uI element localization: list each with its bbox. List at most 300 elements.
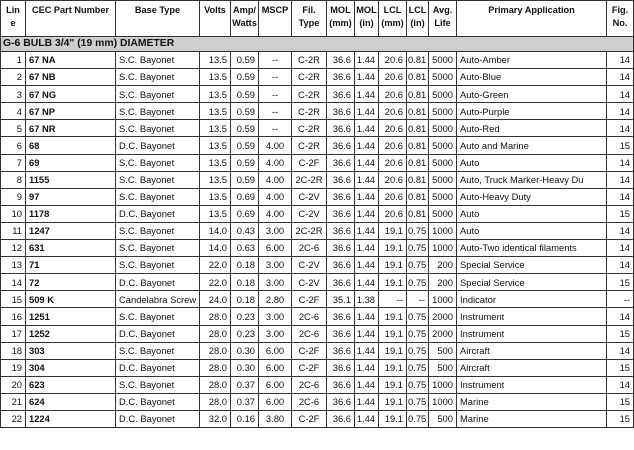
- cell-volts: 14.0: [200, 240, 231, 257]
- table-row: [1, 325, 634, 342]
- cell-mol-in: 1.44: [355, 410, 379, 427]
- cell-volts: 13.5: [200, 69, 231, 86]
- cell-fil-type: C-2V: [292, 274, 327, 291]
- cell-volts: 13.5: [200, 120, 231, 137]
- cell-mol-mm: 36.6: [327, 393, 355, 410]
- cell-fig-no: 14: [607, 69, 634, 86]
- cell-amp-watts: 0.18: [231, 257, 259, 274]
- cell-mscp: 4.00: [259, 171, 292, 188]
- cell-avg-life: 1000: [429, 240, 457, 257]
- cell-lcl-mm: 19.1: [379, 257, 407, 274]
- cell-mol-in: 1.44: [355, 222, 379, 239]
- cell-lcl-mm: --: [379, 291, 407, 308]
- cell-mol-in: 1.44: [355, 376, 379, 393]
- table-row: [1, 240, 634, 257]
- cell-volts: 13.5: [200, 86, 231, 103]
- cell-mscp: 6.00: [259, 240, 292, 257]
- cell-lcl-mm: 20.6: [379, 120, 407, 137]
- cell-base-type: D.C. Bayonet: [116, 393, 200, 410]
- cell-line: 13: [1, 257, 26, 274]
- cell-mol-mm: 36.6: [327, 103, 355, 120]
- cell-part-number: 97: [26, 188, 116, 205]
- cell-line: 14: [1, 274, 26, 291]
- cell-base-type: S.C. Bayonet: [116, 120, 200, 137]
- cell-mol-mm: 36.6: [327, 222, 355, 239]
- cell-fil-type: C-2R: [292, 69, 327, 86]
- cell-amp-watts: 0.59: [231, 52, 259, 69]
- cell-base-type: S.C. Bayonet: [116, 52, 200, 69]
- cell-part-number: 1252: [26, 325, 116, 342]
- cell-amp-watts: 0.18: [231, 291, 259, 308]
- table-row: [1, 274, 634, 291]
- cell-volts: 13.5: [200, 171, 231, 188]
- cell-mol-mm: 36.6: [327, 86, 355, 103]
- cell-fig-no: 15: [607, 410, 634, 427]
- cell-part-number: 69: [26, 154, 116, 171]
- cell-mol-mm: 36.6: [327, 69, 355, 86]
- cell-fil-type: C-2F: [292, 154, 327, 171]
- cell-lcl-in: 0.75: [407, 274, 429, 291]
- cell-base-type: S.C. Bayonet: [116, 257, 200, 274]
- cell-fig-no: 14: [607, 86, 634, 103]
- cell-lcl-mm: 20.6: [379, 69, 407, 86]
- cell-mscp: 3.00: [259, 274, 292, 291]
- cell-part-number: 623: [26, 376, 116, 393]
- cell-amp-watts: 0.59: [231, 86, 259, 103]
- cell-volts: 32.0: [200, 410, 231, 427]
- cell-avg-life: 1000: [429, 291, 457, 308]
- cell-mscp: 6.00: [259, 393, 292, 410]
- col-header-part-number: CEC Part Number: [26, 1, 116, 37]
- cell-mol-in: 1.44: [355, 103, 379, 120]
- cell-primary-application: Marine: [457, 410, 607, 427]
- cell-base-type: S.C. Bayonet: [116, 171, 200, 188]
- table-row: [1, 308, 634, 325]
- cell-part-number: 67 NP: [26, 103, 116, 120]
- cell-mol-mm: 36.6: [327, 120, 355, 137]
- cell-volts: 28.0: [200, 308, 231, 325]
- cell-mscp: 6.00: [259, 376, 292, 393]
- cell-base-type: D.C. Bayonet: [116, 137, 200, 154]
- cell-lcl-in: 0.81: [407, 137, 429, 154]
- cell-fil-type: 2C-6: [292, 308, 327, 325]
- cell-mol-in: 1.44: [355, 154, 379, 171]
- cell-fil-type: C-2R: [292, 137, 327, 154]
- cell-lcl-mm: 20.6: [379, 103, 407, 120]
- cell-part-number: 67 NB: [26, 69, 116, 86]
- cell-base-type: S.C. Bayonet: [116, 342, 200, 359]
- cell-fig-no: 14: [607, 240, 634, 257]
- cell-mol-in: 1.44: [355, 274, 379, 291]
- cell-primary-application: Instrument: [457, 325, 607, 342]
- cell-base-type: Candelabra Screw: [116, 291, 200, 308]
- cell-lcl-in: 0.75: [407, 342, 429, 359]
- cell-fig-no: 14: [607, 257, 634, 274]
- cell-base-type: S.C. Bayonet: [116, 69, 200, 86]
- cell-mscp: 3.00: [259, 222, 292, 239]
- cell-primary-application: Auto: [457, 154, 607, 171]
- cell-part-number: 304: [26, 359, 116, 376]
- cell-lcl-mm: 19.1: [379, 376, 407, 393]
- cell-avg-life: 5000: [429, 205, 457, 222]
- cell-fil-type: 2C-2R: [292, 171, 327, 188]
- cell-mol-mm: 36.6: [327, 308, 355, 325]
- cell-fil-type: C-2R: [292, 103, 327, 120]
- table-row: [1, 342, 634, 359]
- cell-avg-life: 1000: [429, 222, 457, 239]
- cell-avg-life: 2000: [429, 325, 457, 342]
- cell-amp-watts: 0.69: [231, 188, 259, 205]
- cell-volts: 13.5: [200, 103, 231, 120]
- table-header: [1, 1, 634, 37]
- cell-amp-watts: 0.59: [231, 154, 259, 171]
- cell-fil-type: C-2F: [292, 342, 327, 359]
- cell-mol-in: 1.44: [355, 257, 379, 274]
- cell-line: 2: [1, 69, 26, 86]
- cell-fig-no: 15: [607, 325, 634, 342]
- cell-fig-no: 15: [607, 137, 634, 154]
- col-header-avg-life: Avg. Life: [429, 1, 457, 37]
- cell-mscp: --: [259, 103, 292, 120]
- cell-mscp: 3.00: [259, 257, 292, 274]
- cell-lcl-mm: 19.1: [379, 240, 407, 257]
- cell-part-number: 1224: [26, 410, 116, 427]
- cell-fig-no: 14: [607, 52, 634, 69]
- cell-avg-life: 500: [429, 359, 457, 376]
- cell-avg-life: 5000: [429, 137, 457, 154]
- cell-fig-no: 14: [607, 103, 634, 120]
- cell-mol-in: 1.44: [355, 52, 379, 69]
- cell-base-type: D.C. Bayonet: [116, 410, 200, 427]
- cell-lcl-mm: 19.1: [379, 274, 407, 291]
- cell-primary-application: Auto-Two identical filaments: [457, 240, 607, 257]
- cell-mol-in: 1.44: [355, 240, 379, 257]
- cell-lcl-in: 0.81: [407, 205, 429, 222]
- cell-volts: 24.0: [200, 291, 231, 308]
- cell-base-type: S.C. Bayonet: [116, 376, 200, 393]
- cell-avg-life: 5000: [429, 86, 457, 103]
- cell-volts: 13.5: [200, 52, 231, 69]
- cell-part-number: 624: [26, 393, 116, 410]
- cell-primary-application: Auto-Green: [457, 86, 607, 103]
- cell-fil-type: 2C-6: [292, 240, 327, 257]
- cell-fig-no: 14: [607, 222, 634, 239]
- cell-base-type: D.C. Bayonet: [116, 205, 200, 222]
- table-row: [1, 69, 634, 86]
- cell-base-type: S.C. Bayonet: [116, 222, 200, 239]
- table-row: [1, 393, 634, 410]
- cell-avg-life: 5000: [429, 171, 457, 188]
- table-row: [1, 120, 634, 137]
- cell-amp-watts: 0.59: [231, 171, 259, 188]
- cell-line: 18: [1, 342, 26, 359]
- cell-fil-type: C-2V: [292, 188, 327, 205]
- col-header-fig-no: Fig. No.: [607, 1, 634, 37]
- cell-fil-type: C-2F: [292, 359, 327, 376]
- cell-primary-application: Instrument: [457, 308, 607, 325]
- cell-fil-type: C-2R: [292, 52, 327, 69]
- cell-mscp: 6.00: [259, 359, 292, 376]
- cell-base-type: D.C. Bayonet: [116, 359, 200, 376]
- cell-avg-life: 5000: [429, 188, 457, 205]
- table-body: [1, 37, 634, 428]
- cell-mol-in: 1.44: [355, 342, 379, 359]
- cell-avg-life: 500: [429, 410, 457, 427]
- cell-line: 20: [1, 376, 26, 393]
- cell-mol-mm: 36.6: [327, 52, 355, 69]
- cell-base-type: S.C. Bayonet: [116, 240, 200, 257]
- cell-mol-in: 1.44: [355, 359, 379, 376]
- cell-avg-life: 1000: [429, 376, 457, 393]
- cell-avg-life: 5000: [429, 154, 457, 171]
- cell-part-number: 67 NG: [26, 86, 116, 103]
- cell-lcl-in: 0.81: [407, 120, 429, 137]
- cell-avg-life: 5000: [429, 103, 457, 120]
- cell-fil-type: C-2R: [292, 120, 327, 137]
- col-header-mol-in: MOL (in): [355, 1, 379, 37]
- cell-lcl-in: 0.75: [407, 410, 429, 427]
- col-header-base-type: Base Type: [116, 1, 200, 37]
- cell-lcl-in: 0.81: [407, 52, 429, 69]
- cell-lcl-in: 0.75: [407, 359, 429, 376]
- cell-lcl-in: 0.81: [407, 171, 429, 188]
- cell-avg-life: 5000: [429, 52, 457, 69]
- cell-fil-type: C-2V: [292, 205, 327, 222]
- cell-fig-no: 15: [607, 359, 634, 376]
- cell-primary-application: Special Service: [457, 274, 607, 291]
- cell-lcl-mm: 20.6: [379, 171, 407, 188]
- cell-amp-watts: 0.37: [231, 393, 259, 410]
- cell-primary-application: Marine: [457, 393, 607, 410]
- cell-mscp: 2.80: [259, 291, 292, 308]
- cell-base-type: S.C. Bayonet: [116, 188, 200, 205]
- table-row: [1, 222, 634, 239]
- cell-line: 21: [1, 393, 26, 410]
- col-header-lcl-in: LCL (in): [407, 1, 429, 37]
- cell-part-number: 68: [26, 137, 116, 154]
- cell-volts: 13.5: [200, 154, 231, 171]
- cell-fil-type: 2C-2R: [292, 222, 327, 239]
- table-row: [1, 171, 634, 188]
- cell-lcl-in: 0.75: [407, 240, 429, 257]
- cell-part-number: 67 NR: [26, 120, 116, 137]
- cell-amp-watts: 0.30: [231, 359, 259, 376]
- cell-mol-mm: 36.6: [327, 171, 355, 188]
- cell-lcl-in: 0.75: [407, 325, 429, 342]
- cell-lcl-in: 0.81: [407, 103, 429, 120]
- cell-lcl-in: 0.75: [407, 308, 429, 325]
- cell-amp-watts: 0.23: [231, 325, 259, 342]
- cell-part-number: 509 K: [26, 291, 116, 308]
- cell-fig-no: 14: [607, 154, 634, 171]
- col-header-amp-watts: Amp/ Watts: [231, 1, 259, 37]
- cell-line: 16: [1, 308, 26, 325]
- table-row: [1, 205, 634, 222]
- cell-fil-type: 2C-6: [292, 325, 327, 342]
- cell-primary-application: Auto and Marine: [457, 137, 607, 154]
- cell-primary-application: Aircraft: [457, 342, 607, 359]
- cell-lcl-mm: 19.1: [379, 222, 407, 239]
- cell-part-number: 67 NA: [26, 52, 116, 69]
- cell-mol-in: 1.44: [355, 86, 379, 103]
- cell-fil-type: C-2F: [292, 291, 327, 308]
- cell-lcl-mm: 20.6: [379, 154, 407, 171]
- cell-primary-application: Special Service: [457, 257, 607, 274]
- cell-line: 6: [1, 137, 26, 154]
- cell-volts: 13.5: [200, 205, 231, 222]
- cell-lcl-in: 0.81: [407, 188, 429, 205]
- cell-lcl-mm: 20.6: [379, 137, 407, 154]
- cell-line: 7: [1, 154, 26, 171]
- cell-mscp: 3.00: [259, 308, 292, 325]
- section-heading-row: [1, 37, 634, 52]
- cell-lcl-mm: 20.6: [379, 86, 407, 103]
- cell-fig-no: 14: [607, 376, 634, 393]
- cell-volts: 22.0: [200, 274, 231, 291]
- cell-lcl-mm: 20.6: [379, 52, 407, 69]
- cell-mol-in: 1.44: [355, 137, 379, 154]
- cell-lcl-mm: 19.1: [379, 342, 407, 359]
- cell-primary-application: Indicator: [457, 291, 607, 308]
- cell-mol-mm: 36.6: [327, 188, 355, 205]
- cell-line: 4: [1, 103, 26, 120]
- cell-mscp: 4.00: [259, 188, 292, 205]
- table-row: [1, 291, 634, 308]
- cell-lcl-mm: 20.6: [379, 205, 407, 222]
- cell-mol-mm: 36.6: [327, 325, 355, 342]
- cell-part-number: 631: [26, 240, 116, 257]
- cell-amp-watts: 0.59: [231, 103, 259, 120]
- table-row: [1, 137, 634, 154]
- cell-mol-mm: 36.6: [327, 257, 355, 274]
- cell-line: 1: [1, 52, 26, 69]
- cell-primary-application: Auto: [457, 205, 607, 222]
- col-header-fil-type: Fil. Type: [292, 1, 327, 37]
- cell-part-number: 72: [26, 274, 116, 291]
- cell-fig-no: 15: [607, 393, 634, 410]
- cell-mol-mm: 36.6: [327, 274, 355, 291]
- table-row: [1, 86, 634, 103]
- table-row: [1, 257, 634, 274]
- cell-line: 19: [1, 359, 26, 376]
- cell-lcl-mm: 19.1: [379, 359, 407, 376]
- cell-lcl-in: 0.75: [407, 257, 429, 274]
- cell-line: 3: [1, 86, 26, 103]
- table-row: [1, 52, 634, 69]
- section-title: G-6 BULB 3/4" (19 mm) DIAMETER: [1, 37, 634, 52]
- cell-amp-watts: 0.23: [231, 308, 259, 325]
- cell-mol-mm: 36.6: [327, 410, 355, 427]
- cell-primary-application: Auto: [457, 222, 607, 239]
- cell-volts: 28.0: [200, 359, 231, 376]
- table-row: [1, 154, 634, 171]
- cell-avg-life: 5000: [429, 120, 457, 137]
- table-row: [1, 188, 634, 205]
- col-header-mol-mm: MOL (mm): [327, 1, 355, 37]
- cell-line: 10: [1, 205, 26, 222]
- cell-mol-in: 1.38: [355, 291, 379, 308]
- cell-mol-mm: 36.6: [327, 137, 355, 154]
- cell-mscp: 6.00: [259, 342, 292, 359]
- cell-mol-in: 1.44: [355, 308, 379, 325]
- cell-amp-watts: 0.59: [231, 137, 259, 154]
- cell-part-number: 1155: [26, 171, 116, 188]
- cell-lcl-in: 0.75: [407, 376, 429, 393]
- cell-mol-in: 1.44: [355, 120, 379, 137]
- cell-volts: 28.0: [200, 325, 231, 342]
- cell-fil-type: C-2F: [292, 410, 327, 427]
- cell-mscp: 4.00: [259, 137, 292, 154]
- cell-volts: 28.0: [200, 342, 231, 359]
- cell-part-number: 303: [26, 342, 116, 359]
- cell-base-type: S.C. Bayonet: [116, 154, 200, 171]
- cell-mscp: 4.00: [259, 205, 292, 222]
- cell-mscp: 4.00: [259, 154, 292, 171]
- cell-amp-watts: 0.59: [231, 120, 259, 137]
- cell-volts: 28.0: [200, 376, 231, 393]
- cell-primary-application: Auto-Amber: [457, 52, 607, 69]
- cell-amp-watts: 0.69: [231, 205, 259, 222]
- cell-mol-in: 1.44: [355, 393, 379, 410]
- cell-part-number: 71: [26, 257, 116, 274]
- cell-avg-life: 500: [429, 342, 457, 359]
- cell-avg-life: 1000: [429, 393, 457, 410]
- cell-mol-mm: 36.6: [327, 240, 355, 257]
- cell-mscp: --: [259, 120, 292, 137]
- cell-mol-mm: 36.6: [327, 359, 355, 376]
- cell-part-number: 1251: [26, 308, 116, 325]
- cell-line: 8: [1, 171, 26, 188]
- cell-fig-no: 14: [607, 188, 634, 205]
- cell-line: 5: [1, 120, 26, 137]
- cell-lcl-mm: 19.1: [379, 308, 407, 325]
- header-row: [1, 1, 634, 37]
- cell-mscp: --: [259, 52, 292, 69]
- cell-amp-watts: 0.59: [231, 69, 259, 86]
- cell-mol-in: 1.44: [355, 171, 379, 188]
- cell-base-type: D.C. Bayonet: [116, 274, 200, 291]
- cell-line: 17: [1, 325, 26, 342]
- cell-mscp: --: [259, 86, 292, 103]
- cell-primary-application: Aircraft: [457, 359, 607, 376]
- cell-volts: 14.0: [200, 222, 231, 239]
- cell-avg-life: 5000: [429, 69, 457, 86]
- cell-lcl-in: --: [407, 291, 429, 308]
- cell-fig-no: 14: [607, 171, 634, 188]
- col-header-primary-application: Primary Application: [457, 1, 607, 37]
- cell-primary-application: Auto-Red: [457, 120, 607, 137]
- cell-avg-life: 2000: [429, 308, 457, 325]
- cell-lcl-in: 0.81: [407, 154, 429, 171]
- cell-primary-application: Auto-Purple: [457, 103, 607, 120]
- cell-mscp: --: [259, 69, 292, 86]
- cell-avg-life: 200: [429, 257, 457, 274]
- cell-base-type: S.C. Bayonet: [116, 308, 200, 325]
- cell-lcl-in: 0.75: [407, 222, 429, 239]
- cell-primary-application: Auto-Blue: [457, 69, 607, 86]
- cell-fig-no: 15: [607, 274, 634, 291]
- cell-mol-mm: 36.6: [327, 154, 355, 171]
- cell-amp-watts: 0.43: [231, 222, 259, 239]
- cell-line: 11: [1, 222, 26, 239]
- table-row: [1, 359, 634, 376]
- cell-line: 15: [1, 291, 26, 308]
- cell-lcl-in: 0.81: [407, 86, 429, 103]
- cell-amp-watts: 0.63: [231, 240, 259, 257]
- cell-lcl-in: 0.81: [407, 69, 429, 86]
- cell-lcl-mm: 19.1: [379, 393, 407, 410]
- cell-base-type: S.C. Bayonet: [116, 103, 200, 120]
